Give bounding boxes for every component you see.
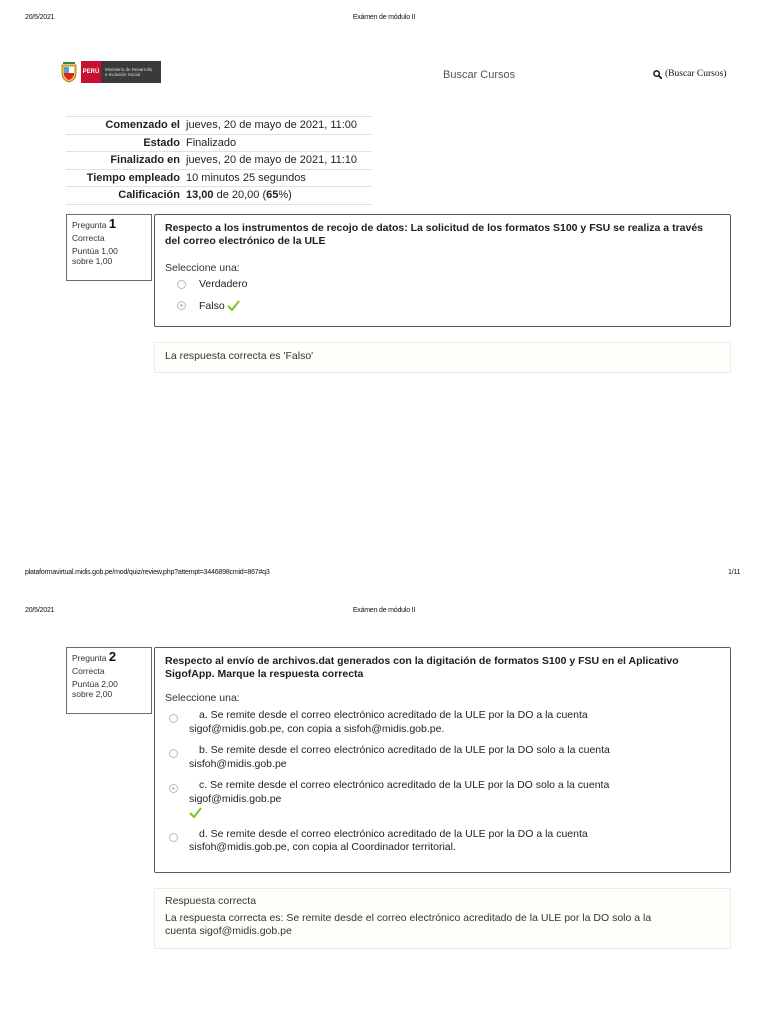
summary-row-time — [66, 169, 372, 187]
summary-label: Calificación — [66, 187, 185, 205]
answer-prompt: Seleccione una: — [165, 692, 240, 704]
site-logo[interactable] — [60, 60, 161, 84]
question-grade-line2: sobre 2,00 — [72, 688, 113, 699]
check-icon — [189, 807, 609, 823]
option-text — [189, 828, 588, 855]
summary-value: Finalizado — [185, 134, 372, 152]
right-answer-line1: La respuesta correcta es: Se remite desde el correo electrónico acreditado de la ULE por la DO solo a la — [165, 912, 652, 924]
radio-button[interactable] — [177, 280, 186, 289]
answer-option-verdadero[interactable] — [177, 278, 720, 290]
answer-option-a[interactable] — [169, 709, 720, 736]
question-grade — [72, 247, 146, 266]
summary-label: Comenzado el — [66, 117, 185, 135]
answer-option-d[interactable] — [169, 828, 720, 855]
summary-value: jueves, 20 de mayo de 2021, 11:10 — [185, 152, 372, 170]
summary-row-started — [66, 117, 372, 135]
question-number — [72, 218, 146, 231]
print-footer-pages: 1/11 — [728, 569, 741, 576]
question-grade-line2: sobre 1,00 — [72, 255, 113, 266]
question-content-1 — [154, 214, 731, 327]
question-grade-line1: Puntúa 1,00 — [72, 246, 118, 256]
radio-button-selected[interactable] — [169, 784, 178, 793]
question-feedback-1 — [154, 342, 731, 373]
search-courses-button[interactable] — [653, 69, 726, 79]
print-header-date: 20/5/2021 — [25, 14, 55, 21]
grade-percent: 65 — [266, 189, 279, 201]
option-line2: sigof@midis.gob.pe, con copia a sisfoh@midis.gob.pe. — [189, 722, 445, 735]
grade-score: 13,00 — [186, 189, 214, 201]
question-feedback-2 — [154, 888, 731, 949]
question-state: Correcta — [72, 666, 105, 676]
question-number-value: 2 — [108, 649, 117, 664]
print-header-date: 20/5/2021 — [25, 607, 55, 614]
check-icon — [227, 300, 240, 314]
grade-end: %) — [278, 189, 292, 201]
option-line2: sisfoh@midis.gob.pe — [189, 757, 287, 770]
logo-country: PERÚ — [81, 61, 101, 83]
option-text — [189, 779, 609, 823]
question-grade — [72, 680, 146, 699]
summary-row-state — [66, 134, 372, 152]
question-grade-line1: Puntúa 2,00 — [72, 679, 118, 689]
question-text: Respecto al envío de archivos.dat generados con la digitación de formatos S100 y FSU en el Aplicativo SigofApp. Marque la respuesta correcta — [165, 655, 679, 680]
question-number-value: 1 — [108, 216, 117, 231]
option-line1: b. Se remite desde el correo electrónico acreditado de la ULE por la DO solo a la cuenta — [199, 744, 610, 756]
print-footer-url: plataformavirtual.midis.gob.pe/mod/quiz/review.php?attempt=3446898cmid=867#q3 — [25, 569, 270, 576]
option-label: Falso — [199, 299, 225, 312]
answer-option-falso[interactable] — [177, 297, 720, 314]
logo-ministry-line2: e Inclusión Social — [105, 72, 141, 77]
radio-button[interactable] — [169, 749, 178, 758]
summary-label: Tiempo empleado — [66, 169, 185, 187]
radio-button[interactable] — [169, 714, 178, 723]
question-info-2 — [66, 647, 152, 714]
print-header-title: Exámen de módulo II — [352, 14, 416, 21]
search-icon — [653, 70, 662, 79]
summary-value: jueves, 20 de mayo de 2021, 11:00 — [185, 117, 372, 135]
question-text: Respecto a los instrumentos de recojo de datos: La solicitud de los formatos S100 y FSU se realiza a través del correo electrónico de la ULE — [165, 222, 704, 247]
radio-button[interactable] — [169, 833, 178, 842]
answer-prompt: Seleccione una: — [165, 262, 240, 274]
option-line1: d. Se remite desde el correo electrónico acreditado de la ULE por la DO a la cuenta — [199, 827, 588, 840]
search-button-label: (Buscar Cursos) — [665, 69, 727, 79]
option-label: Verdadero — [199, 278, 248, 290]
answer-option-c[interactable] — [169, 779, 720, 823]
feedback-title: Respuesta correcta — [165, 895, 257, 907]
option-text — [189, 744, 610, 771]
search-courses-link[interactable]: Buscar Cursos — [443, 69, 516, 81]
answer-option-b[interactable] — [169, 744, 720, 771]
right-answer-text: La respuesta correcta es 'Falso' — [165, 350, 314, 362]
right-answer-line2: cuenta sigof@midis.gob.pe — [165, 925, 292, 937]
grade-of: de 20,00 ( — [213, 189, 267, 201]
summary-label: Finalizado en — [66, 152, 185, 170]
summary-row-finished — [66, 152, 372, 170]
option-line1: c. Se remite desde el correo electrónico acreditado de la ULE por la DO solo a la cuenta — [199, 779, 610, 791]
question-label: Pregunta — [72, 653, 107, 663]
attempt-summary-table — [66, 116, 372, 205]
radio-button-selected[interactable] — [177, 301, 186, 310]
coat-of-arms-icon — [60, 61, 78, 83]
summary-grade-value — [185, 187, 372, 205]
question-info-1 — [66, 214, 152, 281]
option-line2: sisfoh@midis.gob.pe, con copia al Coordinador territorial. — [189, 841, 456, 853]
question-label: Pregunta — [72, 220, 107, 230]
logo-ministry — [101, 61, 161, 83]
summary-row-grade — [66, 187, 372, 205]
option-line1: a. Se remite desde el correo electrónico acreditado de la ULE por la DO a la cuenta — [199, 709, 588, 721]
option-text — [189, 709, 588, 736]
summary-value: 10 minutos 25 segundos — [185, 169, 372, 187]
question-state: Correcta — [72, 233, 105, 243]
print-header-title: Exámen de módulo II — [352, 607, 416, 614]
logo-ministry-line1: Ministerio de Desarrollo — [105, 67, 153, 72]
option-line2: sigof@midis.gob.pe — [189, 792, 282, 805]
summary-label: Estado — [66, 134, 185, 152]
question-number — [72, 651, 146, 664]
question-content-2 — [154, 647, 731, 873]
